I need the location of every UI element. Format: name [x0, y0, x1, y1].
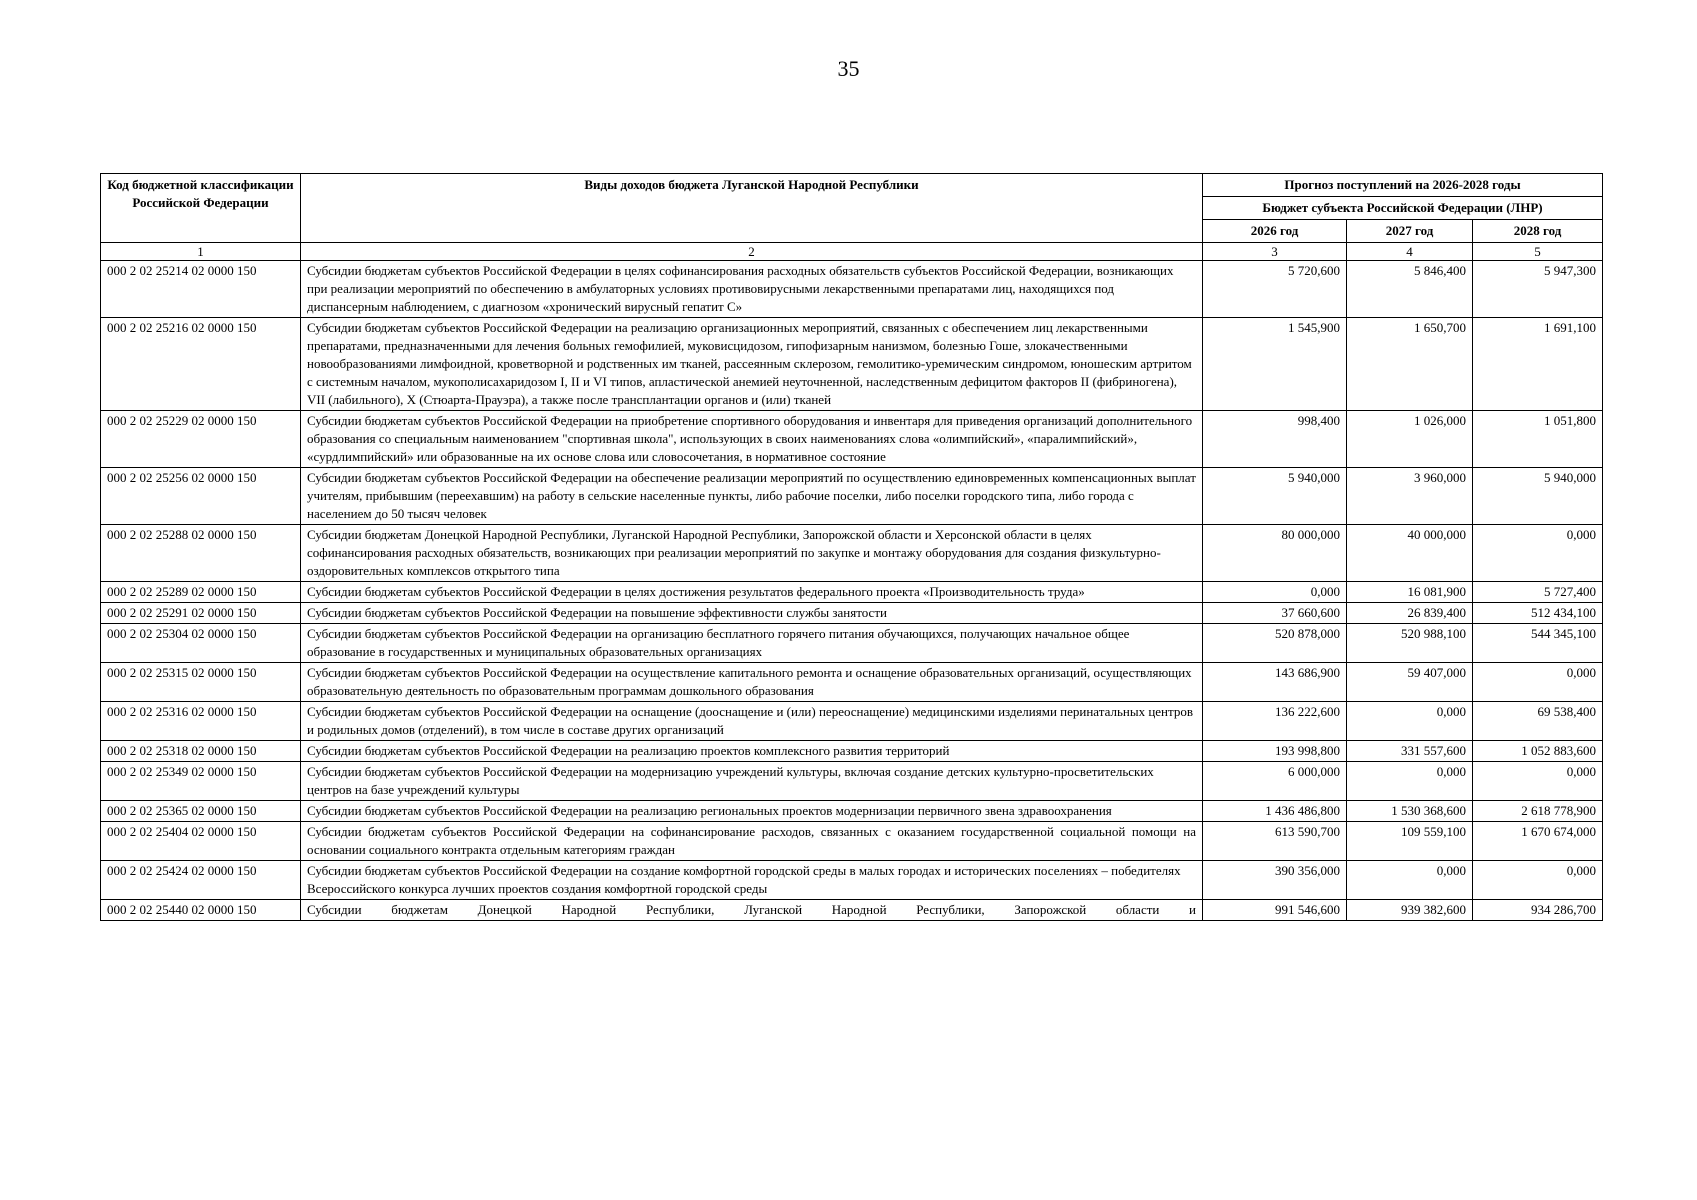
- budget-code: 000 2 02 25315 02 0000 150: [101, 663, 301, 702]
- amount-2027: 939 382,600: [1347, 900, 1473, 921]
- table-row: [101, 261, 1603, 318]
- amount-2026: 80 000,000: [1203, 525, 1347, 582]
- amount-2026: 143 686,900: [1203, 663, 1347, 702]
- budget-code: 000 2 02 25214 02 0000 150: [101, 261, 301, 318]
- income-description: Субсидии бюджетам субъектов Российской Федерации в целях достижения результатов федерального проекта «Производительность труда»: [301, 582, 1203, 603]
- column-number-row: [101, 243, 1603, 261]
- budget-code: 000 2 02 25216 02 0000 150: [101, 318, 301, 411]
- amount-2028: 5 727,400: [1473, 582, 1603, 603]
- budget-code: 000 2 02 25349 02 0000 150: [101, 762, 301, 801]
- budget-code: 000 2 02 25365 02 0000 150: [101, 801, 301, 822]
- budget-code: 000 2 02 25440 02 0000 150: [101, 900, 301, 921]
- column-number: 2: [301, 243, 1203, 261]
- budget-code: 000 2 02 25304 02 0000 150: [101, 624, 301, 663]
- income-description: Субсидии бюджетам субъектов Российской Федерации на реализацию региональных проектов модернизации первичного звена здравоохранения: [301, 801, 1203, 822]
- amount-2028: 512 434,100: [1473, 603, 1603, 624]
- amount-2026: 6 000,000: [1203, 762, 1347, 801]
- amount-2027: 26 839,400: [1347, 603, 1473, 624]
- amount-2026: 998,400: [1203, 411, 1347, 468]
- header-income-kind: Виды доходов бюджета Луганской Народной Республики: [301, 174, 1203, 243]
- budget-code: 000 2 02 25316 02 0000 150: [101, 702, 301, 741]
- income-description: Субсидии бюджетам субъектов Российской Федерации на оснащение (дооснащение и (или) переоснащение) медицинскими изделиями перинатальных центров и родильных домов (отделений), в том числе в составе других организаций: [301, 702, 1203, 741]
- amount-2027: 0,000: [1347, 762, 1473, 801]
- page-number: 35: [837, 56, 860, 81]
- amount-2026: 613 590,700: [1203, 822, 1347, 861]
- table-row: [101, 801, 1603, 822]
- amount-2027: 0,000: [1347, 861, 1473, 900]
- income-description: Субсидии бюджетам Донецкой Народной Республики, Луганской Народной Республики, Запорожской области и Херсонской области в целях софинансирования расходных обязательств, возникающих при реализации мероприятий по закупке и монтажу оборудования для создания физкультурно-оздоровительных комплексов открытого типа: [301, 525, 1203, 582]
- amount-2028: 1 691,100: [1473, 318, 1603, 411]
- table-row: [101, 624, 1603, 663]
- amount-2026: 0,000: [1203, 582, 1347, 603]
- amount-2027: 3 960,000: [1347, 468, 1473, 525]
- table-row: [101, 582, 1603, 603]
- income-description: Субсидии бюджетам субъектов Российской Федерации на обеспечение реализации мероприятий по осуществлению единовременных компенсационных выплат учителям, прибывшим (переехавшим) на работу в сельские населенные пункты, либо рабочие поселки, либо поселки городского типа, либо города с населением до 50 тысяч человек: [301, 468, 1203, 525]
- amount-2028: 2 618 778,900: [1473, 801, 1603, 822]
- income-description: Субсидии бюджетам субъектов Российской Федерации на приобретение спортивного оборудования и инвентаря для приведения организаций дополнительного образования со специальным наименованием "спортивная школа", использующих в своих наименованиях слова «олимпийский», «паралимпийский», «сурдлимпийский» или образованные на их основе слова или словосочетания, в нормативное состояние: [301, 411, 1203, 468]
- amount-2027: 331 557,600: [1347, 741, 1473, 762]
- amount-2028: 1 670 674,000: [1473, 822, 1603, 861]
- column-number: 5: [1473, 243, 1603, 261]
- table-row: [101, 741, 1603, 762]
- table-row: [101, 603, 1603, 624]
- amount-2028: 1 052 883,600: [1473, 741, 1603, 762]
- table-row: [101, 318, 1603, 411]
- amount-2026: 991 546,600: [1203, 900, 1347, 921]
- amount-2026: 5 940,000: [1203, 468, 1347, 525]
- table-row: [101, 411, 1603, 468]
- amount-2026: 136 222,600: [1203, 702, 1347, 741]
- table-row: [101, 525, 1603, 582]
- amount-2028: 0,000: [1473, 762, 1603, 801]
- amount-2027: 40 000,000: [1347, 525, 1473, 582]
- table-row: [101, 762, 1603, 801]
- table-row: [101, 900, 1603, 921]
- income-description: Субсидии бюджетам субъектов Российской Федерации на софинансирование расходов, связанных с оказанием государственной социальной помощи на основании социального контракта отдельным категориям граждан: [301, 822, 1203, 861]
- budget-code: 000 2 02 25291 02 0000 150: [101, 603, 301, 624]
- amount-2026: 5 720,600: [1203, 261, 1347, 318]
- header-forecast: Прогноз поступлений на 2026-2028 годы: [1203, 174, 1603, 197]
- income-description: Субсидии бюджетам субъектов Российской Федерации на модернизацию учреждений культуры, включая создание детских культурно-просветительских центров на базе учреждений культуры: [301, 762, 1203, 801]
- income-description: Субсидии бюджетам субъектов Российской Федерации на создание комфортной городской среды в малых городах и исторических поселениях – победителях Всероссийского конкурса лучших проектов создания комфортной городской среды: [301, 861, 1203, 900]
- amount-2027: 0,000: [1347, 702, 1473, 741]
- table-row: [101, 468, 1603, 525]
- table-row: [101, 663, 1603, 702]
- amount-2028: 0,000: [1473, 861, 1603, 900]
- amount-2028: 0,000: [1473, 663, 1603, 702]
- income-description: Субсидии бюджетам субъектов Российской Федерации на повышение эффективности службы занятости: [301, 603, 1203, 624]
- income-description: Субсидии бюджетам субъектов Российской Федерации на реализацию организационных мероприятий, связанных с обеспечением лиц лекарственными препаратами, предназначенными для лечения больных гемофилией, муковисцидозом, гипофизарным нанизмом, болезнью Гоше, злокачественными новообразованиями лимфоидной, кроветворной и родственных им тканей, рассеянным склерозом, гемолитико-уремическим синдромом, юношеским артритом с системным началом, мукополисахаридозом I, II и VI типов, апластической анемией неуточненной, наследственным дефицитом факторов II (фибриногена), VII (лабильного), X (Стюарта-Прауэра), а также после трансплантации органов и (или) тканей: [301, 318, 1203, 411]
- amount-2026: 193 998,800: [1203, 741, 1347, 762]
- column-number: 1: [101, 243, 301, 261]
- header-code: Код бюджетной классификации Российской Федерации: [101, 174, 301, 243]
- table-row: [101, 702, 1603, 741]
- header-year-2028: 2028 год: [1473, 220, 1603, 243]
- amount-2027: 59 407,000: [1347, 663, 1473, 702]
- budget-code: 000 2 02 25424 02 0000 150: [101, 861, 301, 900]
- header-budget: Бюджет субъекта Российской Федерации (ЛНР): [1203, 197, 1603, 220]
- amount-2028: 1 051,800: [1473, 411, 1603, 468]
- amount-2028: 934 286,700: [1473, 900, 1603, 921]
- amount-2027: 520 988,100: [1347, 624, 1473, 663]
- income-description: Субсидии бюджетам субъектов Российской Федерации на осуществление капитального ремонта и оснащение образовательных организаций, осуществляющих образовательную деятельность по образовательным программам дошкольного образования: [301, 663, 1203, 702]
- amount-2027: 5 846,400: [1347, 261, 1473, 318]
- amount-2028: 5 947,300: [1473, 261, 1603, 318]
- amount-2027: 1 530 368,600: [1347, 801, 1473, 822]
- amount-2027: 1 650,700: [1347, 318, 1473, 411]
- budget-code: 000 2 02 25229 02 0000 150: [101, 411, 301, 468]
- budget-code: 000 2 02 25404 02 0000 150: [101, 822, 301, 861]
- amount-2027: 16 081,900: [1347, 582, 1473, 603]
- amount-2028: 5 940,000: [1473, 468, 1603, 525]
- income-description: Субсидии бюджетам субъектов Российской Федерации в целях софинансирования расходных обязательств субъектов Российской Федерации, возникающих при реализации мероприятий по обеспечению в амбулаторных условиях противовирусными лекарственными препаратами лиц, находящихся под диспансерным наблюдением, с диагнозом «хронический вирусный гепатит С»: [301, 261, 1203, 318]
- column-number: 3: [1203, 243, 1347, 261]
- income-description: Субсидии бюджетам субъектов Российской Федерации на организацию бесплатного горячего питания обучающихся, получающих начальное общее образование в государственных и муниципальных образовательных организациях: [301, 624, 1203, 663]
- budget-revenue-table: [100, 173, 1603, 921]
- income-description: Субсидии бюджетам Донецкой Народной Республики, Луганской Народной Республики, Запорожской области и: [301, 900, 1203, 921]
- amount-2026: 390 356,000: [1203, 861, 1347, 900]
- table-row: [101, 822, 1603, 861]
- budget-code: 000 2 02 25289 02 0000 150: [101, 582, 301, 603]
- column-number: 4: [1347, 243, 1473, 261]
- income-description: Субсидии бюджетам субъектов Российской Федерации на реализацию проектов комплексного развития территорий: [301, 741, 1203, 762]
- budget-code: 000 2 02 25256 02 0000 150: [101, 468, 301, 525]
- header-year-2026: 2026 год: [1203, 220, 1347, 243]
- amount-2026: 520 878,000: [1203, 624, 1347, 663]
- header-year-2027: 2027 год: [1347, 220, 1473, 243]
- budget-code: 000 2 02 25288 02 0000 150: [101, 525, 301, 582]
- amount-2026: 1 436 486,800: [1203, 801, 1347, 822]
- amount-2028: 69 538,400: [1473, 702, 1603, 741]
- amount-2027: 1 026,000: [1347, 411, 1473, 468]
- amount-2028: 0,000: [1473, 525, 1603, 582]
- budget-code: 000 2 02 25318 02 0000 150: [101, 741, 301, 762]
- amount-2027: 109 559,100: [1347, 822, 1473, 861]
- amount-2028: 544 345,100: [1473, 624, 1603, 663]
- amount-2026: 1 545,900: [1203, 318, 1347, 411]
- table-row: [101, 861, 1603, 900]
- amount-2026: 37 660,600: [1203, 603, 1347, 624]
